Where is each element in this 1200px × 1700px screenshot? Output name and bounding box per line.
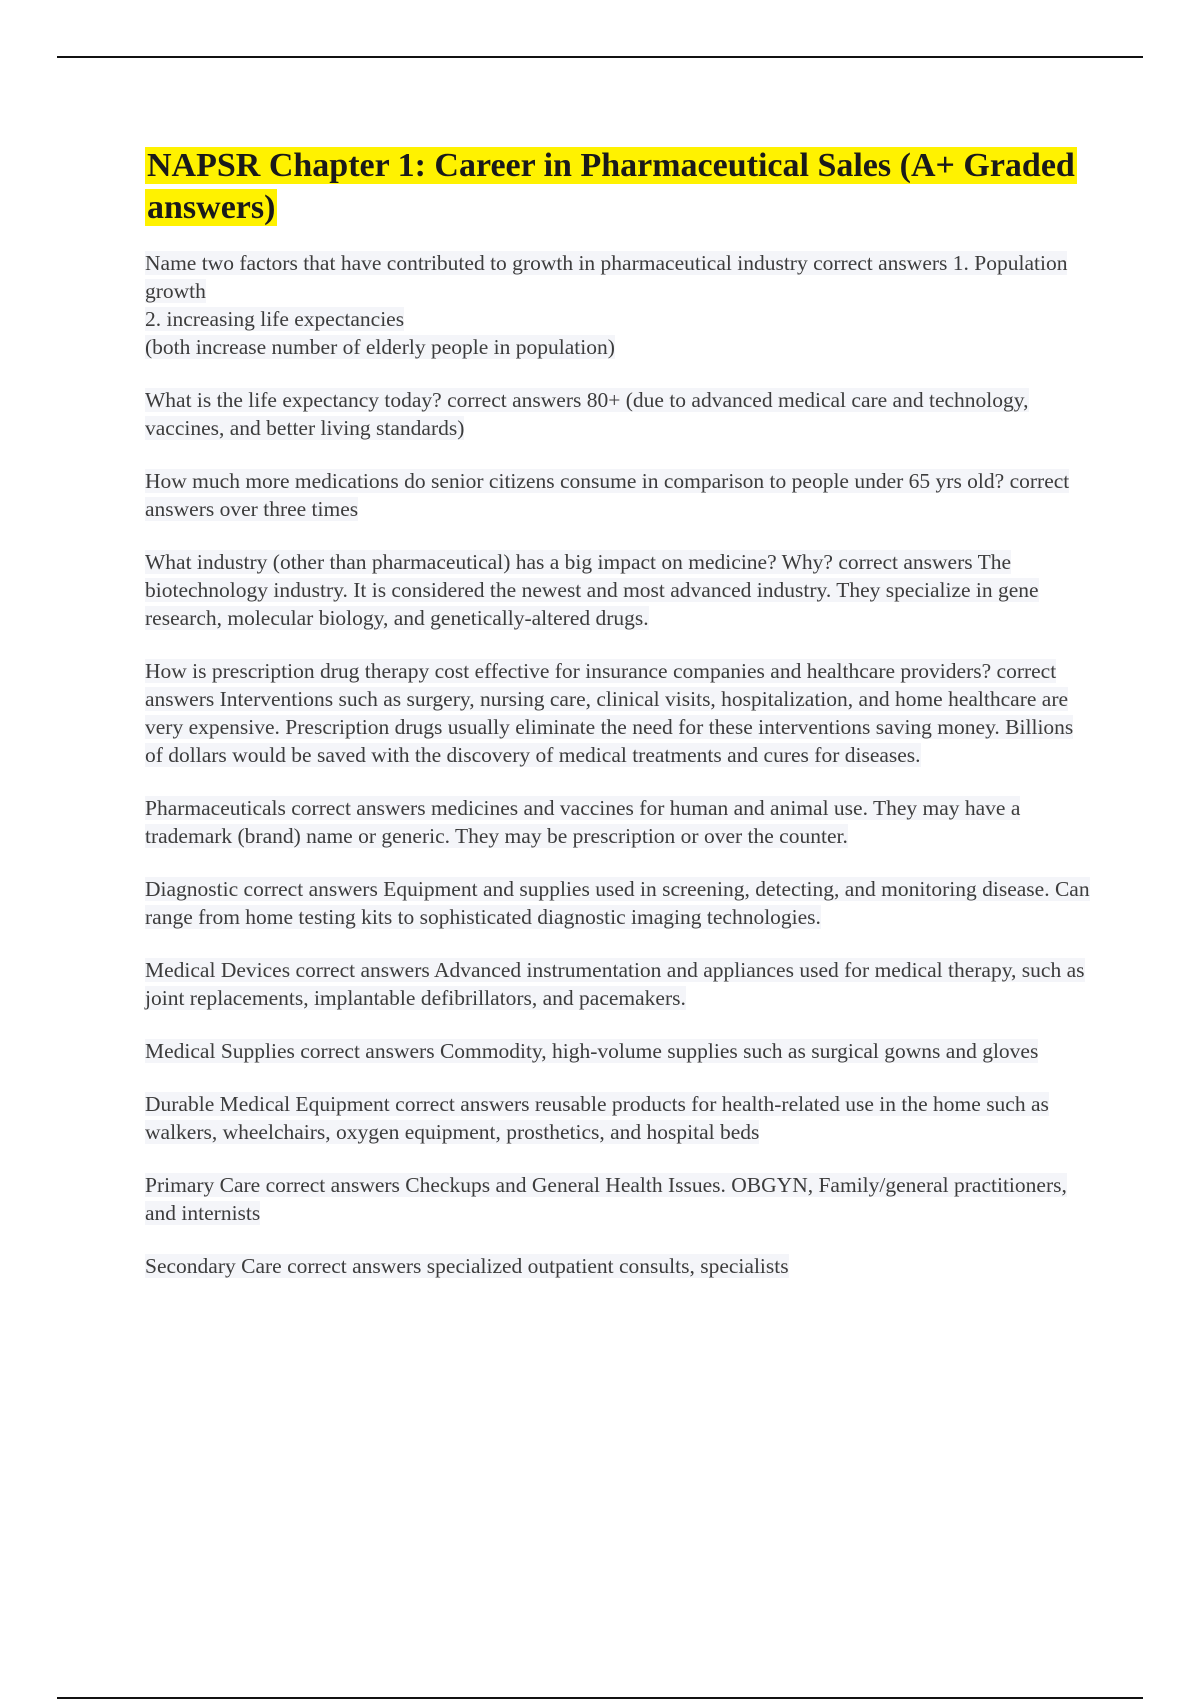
qa-item <box>145 467 1090 523</box>
answer-text: specialized outpatient consults, specialists <box>426 1254 789 1278</box>
document-page <box>145 145 1090 1305</box>
qa-item <box>145 956 1090 1012</box>
answer-text: 80+ (due to advanced medical care and technology, vaccines, and better living standards) <box>145 388 1029 440</box>
question-text: Medical Supplies <box>145 1039 295 1063</box>
question-text: Primary Care <box>145 1173 261 1197</box>
qa-item <box>145 249 1090 361</box>
answer-extra-line: 2. increasing life expectancies <box>145 307 405 331</box>
answer-separator: correct answers <box>145 469 1070 521</box>
answer-text: 1. Population growth <box>145 251 1068 303</box>
question-text: Durable Medical Equipment <box>145 1092 390 1116</box>
answer-separator: correct answers <box>287 1254 422 1278</box>
answer-separator: correct answers <box>243 877 378 901</box>
answer-text: over three times <box>219 497 359 521</box>
question-text: Name two factors that have contributed to growth in pharmaceutical industry <box>145 251 808 275</box>
answer-text: medicines and vaccines for human and animal use. They may have a trademark (brand) name or generic. They may be prescription or over the counter. <box>145 796 1021 848</box>
answer-text: Equipment and supplies used in screening, detecting, and monitoring disease. Can range from home testing kits to sophisticated diagnostic imaging technologies. <box>145 877 1090 929</box>
question-text: Pharmaceuticals <box>145 796 286 820</box>
qa-item <box>145 1171 1090 1227</box>
question-text: Medical Devices <box>145 958 291 982</box>
qa-item <box>145 1252 1090 1280</box>
bottom-rule <box>57 1697 1143 1699</box>
answer-text: Checkups and General Health Issues. OBGYN, Family/general practitioners, and internists <box>145 1173 1067 1225</box>
answer-text: Interventions such as surgery, nursing care, clinical visits, hospitalization, and home healthcare are very expensive. Prescription drugs usually eliminate the need for these interventions saving money. Billions of dollars would be saved with the discovery of medical treatments and cures for diseases. <box>145 687 1074 767</box>
top-rule <box>57 56 1143 58</box>
answer-text: Advanced instrumentation and appliances used for medical therapy, such as joint replacements, implantable defibrillators, and pacemakers. <box>145 958 1085 1010</box>
answer-text: The biotechnology industry. It is considered the newest and most advanced industry. They specialize in gene research, molecular biology, and genetically-altered drugs. <box>145 550 1039 630</box>
document-title <box>145 145 1090 229</box>
qa-item <box>145 548 1090 632</box>
answer-separator: correct answers <box>295 958 430 982</box>
answer-separator: correct answers <box>838 550 973 574</box>
qa-item <box>145 657 1090 769</box>
qa-item <box>145 386 1090 442</box>
question-text: Secondary Care <box>145 1254 282 1278</box>
qa-item <box>145 1037 1090 1065</box>
answer-text: Commodity, high-volume supplies such as surgical gowns and gloves <box>439 1039 1039 1063</box>
question-text: What industry (other than pharmaceutical) has a big impact on medicine? Why? <box>145 550 833 574</box>
qa-item <box>145 1090 1090 1146</box>
answer-separator: correct answers <box>300 1039 435 1063</box>
qa-item <box>145 875 1090 931</box>
question-text: How much more medications do senior citizens consume in comparison to people under 65 yrs old? <box>145 469 1005 493</box>
qa-item <box>145 794 1090 850</box>
answer-separator: correct answers <box>291 796 426 820</box>
question-text: How is prescription drug therapy cost effective for insurance companies and healthcare providers? <box>145 659 992 683</box>
answer-separator: correct answers <box>447 388 582 412</box>
answer-separator: correct answers <box>265 1173 400 1197</box>
answer-separator: correct answers <box>145 659 1057 711</box>
answer-extra-line: (both increase number of elderly people in population) <box>145 335 615 359</box>
answer-separator: correct answers <box>395 1092 530 1116</box>
answer-separator: correct answers <box>813 251 948 275</box>
answer-text: reusable products for health-related use in the home such as walkers, wheelchairs, oxygen equipment, prosthetics, and hospital beds <box>145 1092 1049 1144</box>
question-text: What is the life expectancy today? <box>145 388 442 412</box>
document-title-text: NAPSR Chapter 1: Career in Pharmaceutical Sales (A+ Graded answers) <box>147 147 1075 226</box>
question-text: Diagnostic <box>145 877 239 901</box>
